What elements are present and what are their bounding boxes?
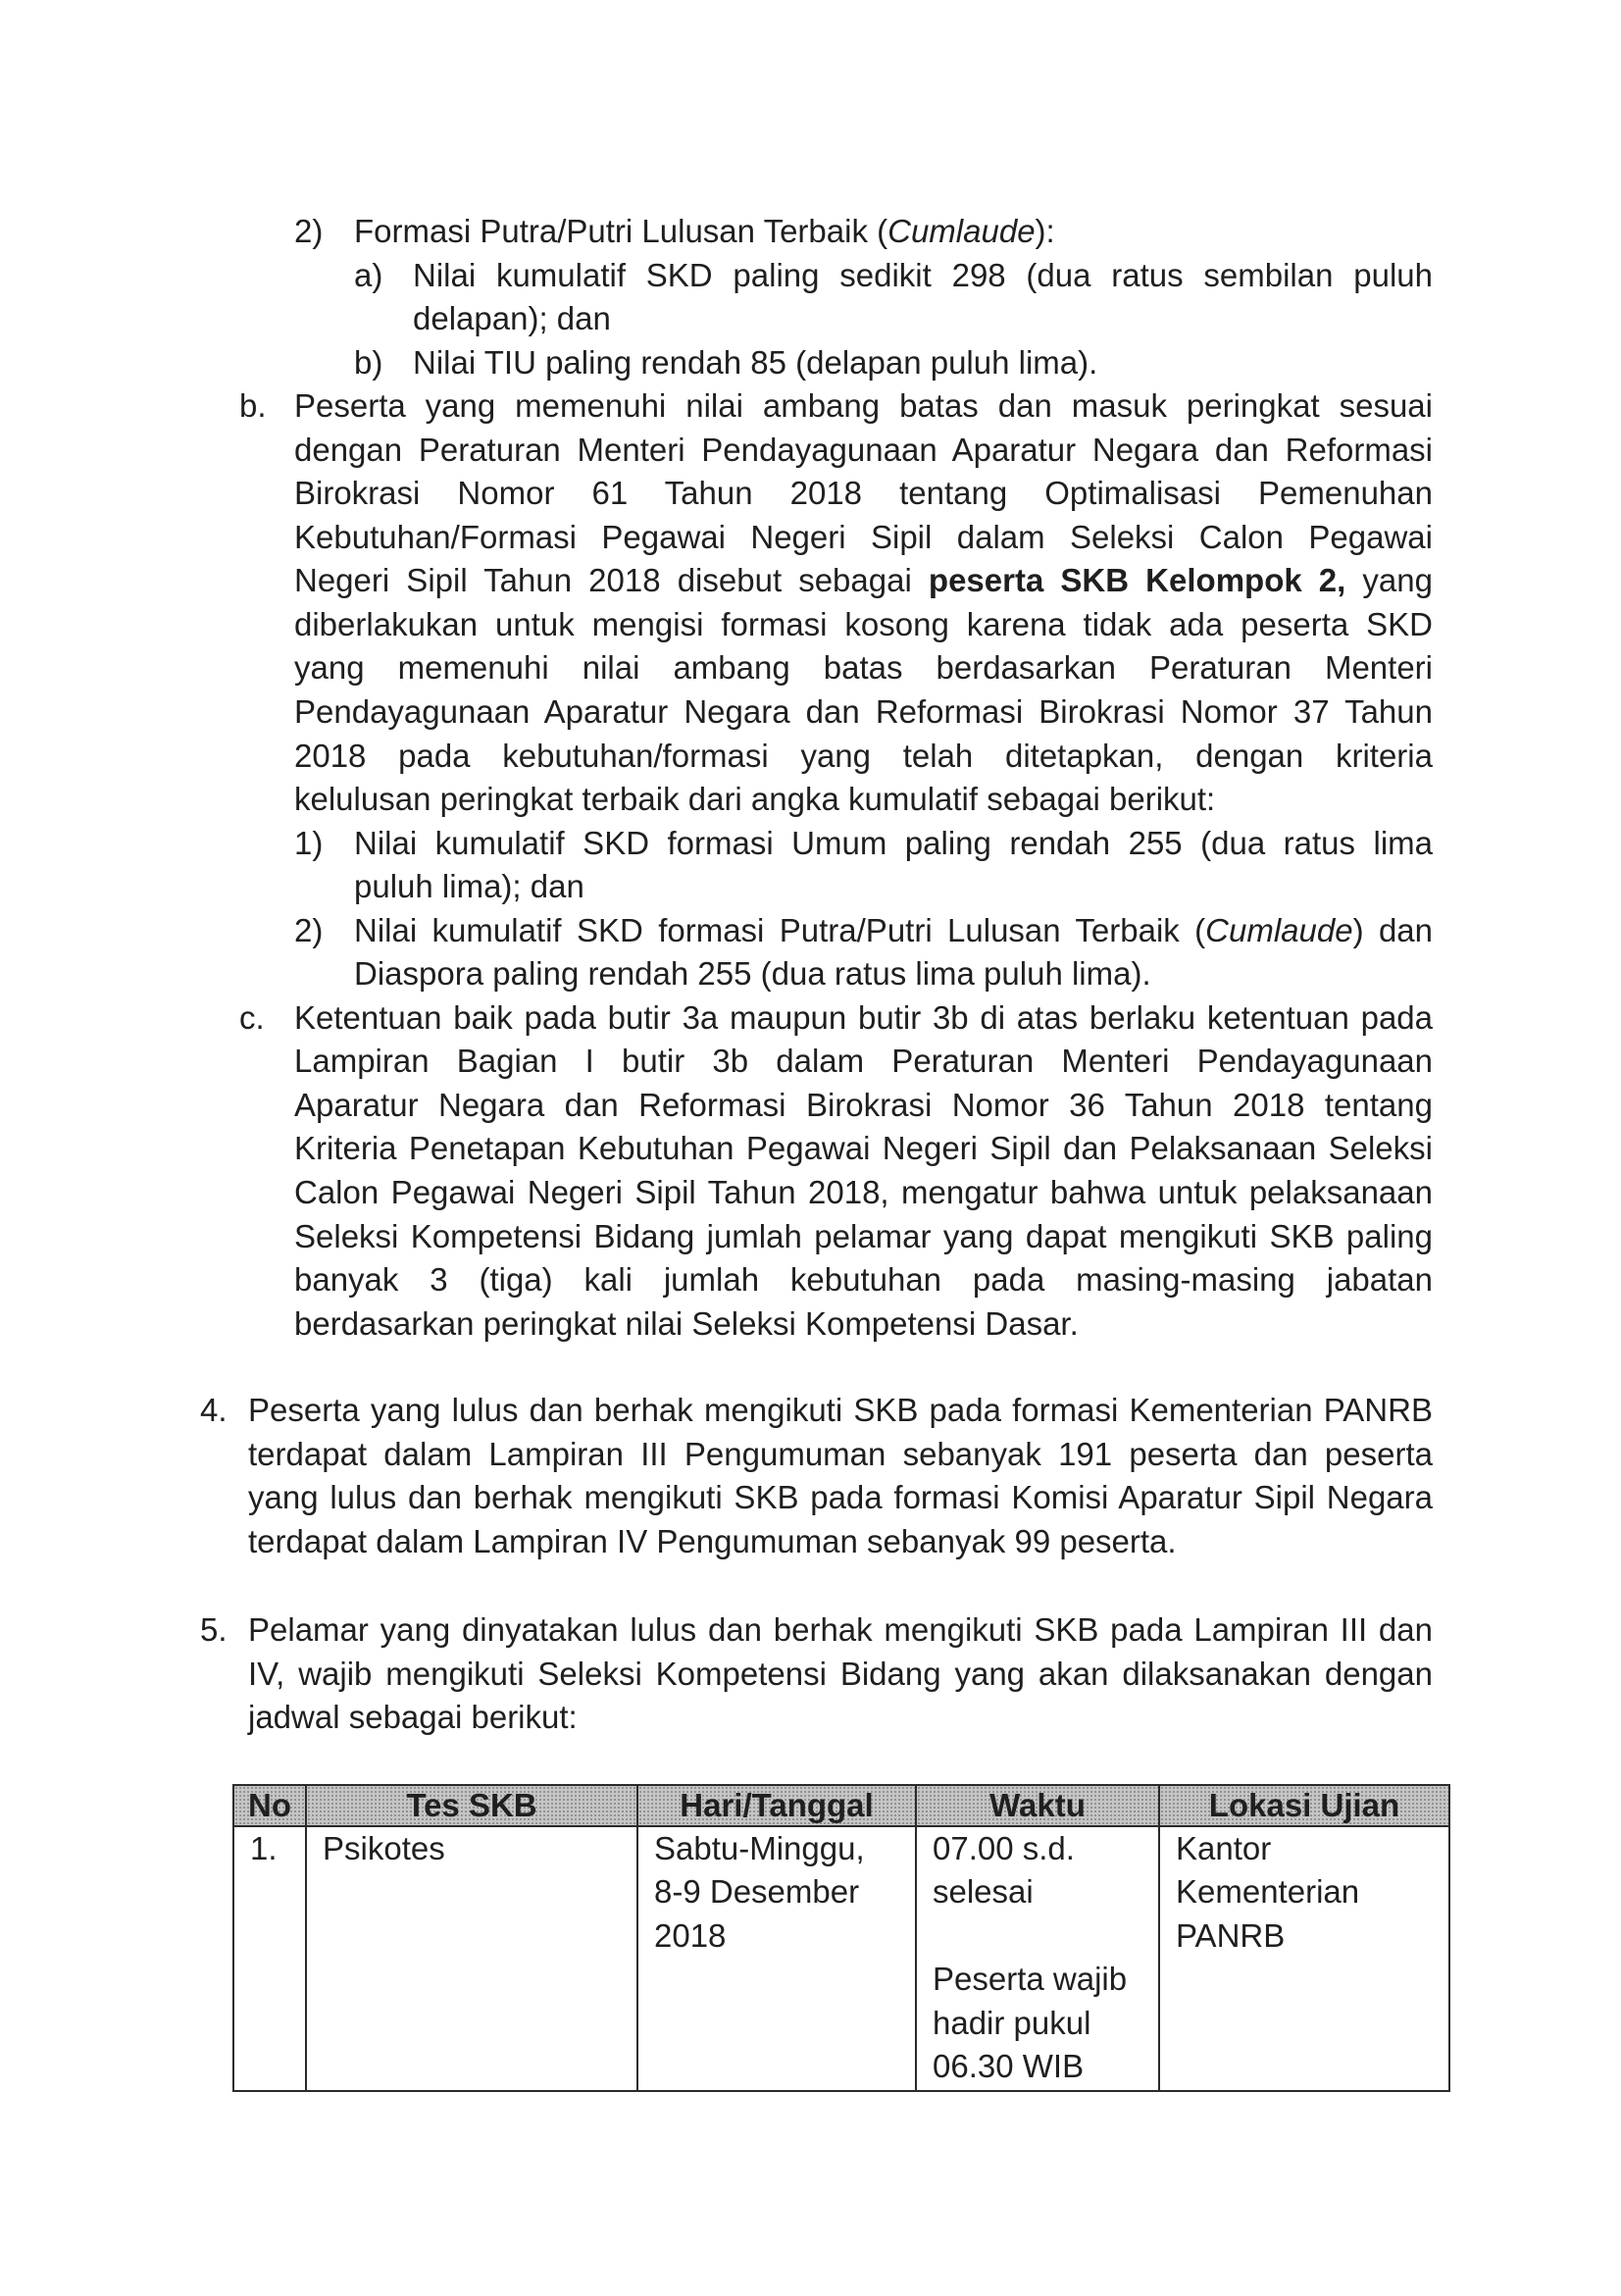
criteria-row (0, 909, 1621, 953)
text-line: yang memenuhi nilai ambang batas berdasarkan Peraturan Menteri (294, 649, 1433, 687)
text-line: Diaspora paling rendah 255 (dua ratus lima puluh lima). (354, 955, 1151, 993)
date-line: 2018 (654, 1916, 727, 1954)
date-line: Sabtu-Minggu, (654, 1830, 865, 1866)
text-line: Nilai TIU paling rendah 85 (delapan puluh lima). (413, 343, 1098, 381)
text-line: Lampiran Bagian I butir 3b dalam Peraturan Menteri Pendayagunaan (294, 1043, 1433, 1080)
item-4-row (0, 1389, 1621, 1433)
text-segment: Nilai kumulatif SKD formasi Putra/Putri Lulusan Terbaik ( (354, 911, 1206, 948)
text-line: berdasarkan peringkat nilai Seleksi Kompetensi Dasar. (294, 1304, 1079, 1342)
location-line: Kementerian (1176, 1873, 1360, 1911)
cell-time (916, 1826, 1159, 2091)
criteria-label: b) (354, 343, 383, 381)
text-line: Pelamar yang dinyatakan lulus dan berhak mengikuti SKB pada Lampiran III dan (248, 1611, 1433, 1648)
item-number: 5. (200, 1611, 228, 1648)
header-location: Lokasi Ujian (1159, 1785, 1449, 1826)
section-5 (0, 1608, 1621, 1740)
text-segment: Formasi Putra/Putri Lulusan Terbaik ( (354, 213, 888, 249)
text-line: delapan); dan (413, 300, 611, 337)
schedule-table-wrapper (232, 1784, 1450, 2092)
item-3c-row (0, 1040, 1621, 1084)
time-note-line: Peserta wajib (933, 1961, 1128, 1998)
text-line: Nilai kumulatif SKD formasi Umum paling rendah 255 (dua ratus lima (354, 824, 1433, 861)
item-3b-row (0, 384, 1621, 429)
item-3c-row (0, 1215, 1621, 1259)
bold-term: peserta SKB Kelompok 2, (928, 562, 1346, 599)
text-line: Aparatur Negara dan Reformasi Birokrasi Nomor 36 Tahun 2018 tentang (294, 1086, 1433, 1123)
item-3c-row (0, 1171, 1621, 1215)
item-3c-row (0, 1084, 1621, 1128)
time-note-line: 06.30 WIB (933, 2048, 1085, 2085)
text-line: Peserta yang lulus dan berhak mengikuti SKB pada formasi Kementerian PANRB (248, 1392, 1433, 1428)
item-3b-row (0, 690, 1621, 735)
text-line: Kebutuhan/Formasi Pegawai Negeri Sipil dalam Seleksi Calon Pegawai (294, 518, 1433, 555)
cell-no: 1. (233, 1826, 306, 2091)
text-segment: ): (1035, 213, 1055, 249)
item-letter: c. (239, 998, 265, 1036)
text-line: Nilai kumulatif SKD paling sedikit 298 (dua ratus sembilan puluh (413, 256, 1433, 293)
cell-test: Psikotes (306, 1826, 637, 2091)
item-3c-row (0, 1258, 1621, 1302)
text-segment: yang (1345, 562, 1433, 599)
text-line: Ketentuan baik pada butir 3a maupun butir 3b di atas berlaku ketentuan pada (294, 998, 1433, 1036)
text-line: jadwal sebagai berikut: (248, 1699, 578, 1736)
text-line: Pendayagunaan Aparatur Negara dan Reformasi Birokrasi Nomor 37 Tahun (294, 693, 1433, 731)
time-line: 07.00 s.d. (933, 1830, 1075, 1866)
item-3b-row (0, 516, 1621, 560)
item-3b-row (0, 472, 1621, 516)
schedule-table (232, 1784, 1450, 2092)
criteria-label: a) (354, 256, 383, 293)
item-3b-row (0, 559, 1621, 603)
section-3-continued (0, 210, 1621, 1346)
text-line: Seleksi Kompetensi Bidang jumlah pelamar yang dapat mengikuti SKB paling (294, 1217, 1433, 1254)
line-spacer (933, 1914, 1152, 1958)
item-letter: b. (239, 387, 267, 425)
text-line: 2018 pada kebutuhan/formasi yang telah ditetapkan, dengan kriteria (294, 737, 1433, 774)
location-line: PANRB (1176, 1916, 1286, 1954)
time-note-line: hadir pukul (933, 2004, 1091, 2041)
table-row (233, 1826, 1449, 2091)
item-5-row (0, 1653, 1621, 1697)
header-no: No (233, 1785, 306, 1826)
text-line: diberlakukan untuk mengisi formasi kosong karena tidak ada peserta SKD (294, 605, 1433, 642)
text-line: banyak 3 (tiga) kali jumlah kebutuhan pada masing-masing jabatan (294, 1261, 1433, 1299)
item-3a2-heading (354, 210, 1433, 254)
text-segment: Negeri Sipil Tahun 2018 disebut sebagai (294, 562, 929, 599)
item-number: 4. (200, 1392, 228, 1428)
text-line: Kriteria Penetapan Kebutuhan Pegawai Negeri Sipil dan Pelaksanaan Seleksi (294, 1130, 1433, 1167)
item-3b-row (0, 603, 1621, 647)
criteria-row (0, 952, 1621, 996)
item-3b-row (0, 735, 1621, 779)
table-header-row (233, 1785, 1449, 1826)
location-line: Kantor (1176, 1830, 1272, 1866)
section-4 (0, 1389, 1621, 1563)
text-segment: ) dan (1352, 911, 1433, 948)
text-line: Peserta yang memenuhi nilai ambang batas dan masuk peringkat sesuai (294, 387, 1433, 425)
item-4-row (0, 1476, 1621, 1520)
item-4-row (0, 1520, 1621, 1564)
text-line: kelulusan peringkat terbaik dari angka kumulatif sebagai berikut: (294, 781, 1216, 818)
item-3b-row (0, 429, 1621, 473)
header-date: Hari/Tanggal (637, 1785, 916, 1826)
text-line: yang lulus dan berhak mengikuti SKB pada formasi Komisi Aparatur Sipil Negara (248, 1479, 1433, 1516)
item-number: 2) (294, 213, 324, 249)
cell-date (637, 1826, 916, 2091)
time-line: selesai (933, 1873, 1034, 1911)
item-5-row (0, 1696, 1621, 1740)
date-line: 8-9 Desember (654, 1873, 860, 1911)
text-line: terdapat dalam Lampiran III Pengumuman sebanyak 191 peserta dan peserta (248, 1435, 1433, 1472)
italic-term: Cumlaude (887, 213, 1036, 249)
criteria-row (0, 297, 1621, 341)
item-3b-row (0, 778, 1621, 822)
criteria-label: 1) (294, 824, 324, 861)
item-5-row (0, 1608, 1621, 1653)
cell-location (1159, 1826, 1449, 2091)
criteria-row (0, 865, 1621, 909)
criteria-row (0, 341, 1621, 385)
text-line (354, 909, 1433, 953)
criteria-label: 2) (294, 911, 324, 948)
item-4-row (0, 1433, 1621, 1477)
text-line: terdapat dalam Lampiran IV Pengumuman sebanyak 99 peserta. (248, 1522, 1177, 1559)
text-line: Birokrasi Nomor 61 Tahun 2018 tentang Optimalisasi Pemenuhan (294, 475, 1433, 512)
item-3a2-heading-row (0, 210, 1621, 254)
item-3b-row (0, 646, 1621, 690)
italic-term: Cumlaude (1205, 911, 1353, 948)
item-3c-row (0, 1127, 1621, 1171)
text-line: dengan Peraturan Menteri Pendayagunaan Aparatur Negara dan Reformasi (294, 431, 1433, 468)
item-3c-row (0, 1302, 1621, 1347)
text-line: Calon Pegawai Negeri Sipil Tahun 2018, mengatur bahwa untuk pelaksanaan (294, 1174, 1433, 1211)
header-time: Waktu (916, 1785, 1159, 1826)
header-test: Tes SKB (306, 1785, 637, 1826)
criteria-row (0, 254, 1621, 298)
text-line: puluh lima); dan (354, 868, 584, 905)
text-line: IV, wajib mengikuti Seleksi Kompetensi Bidang yang akan dilaksanakan dengan (248, 1655, 1433, 1692)
criteria-row (0, 822, 1621, 866)
item-3c-row (0, 996, 1621, 1041)
text-line (294, 559, 1433, 603)
